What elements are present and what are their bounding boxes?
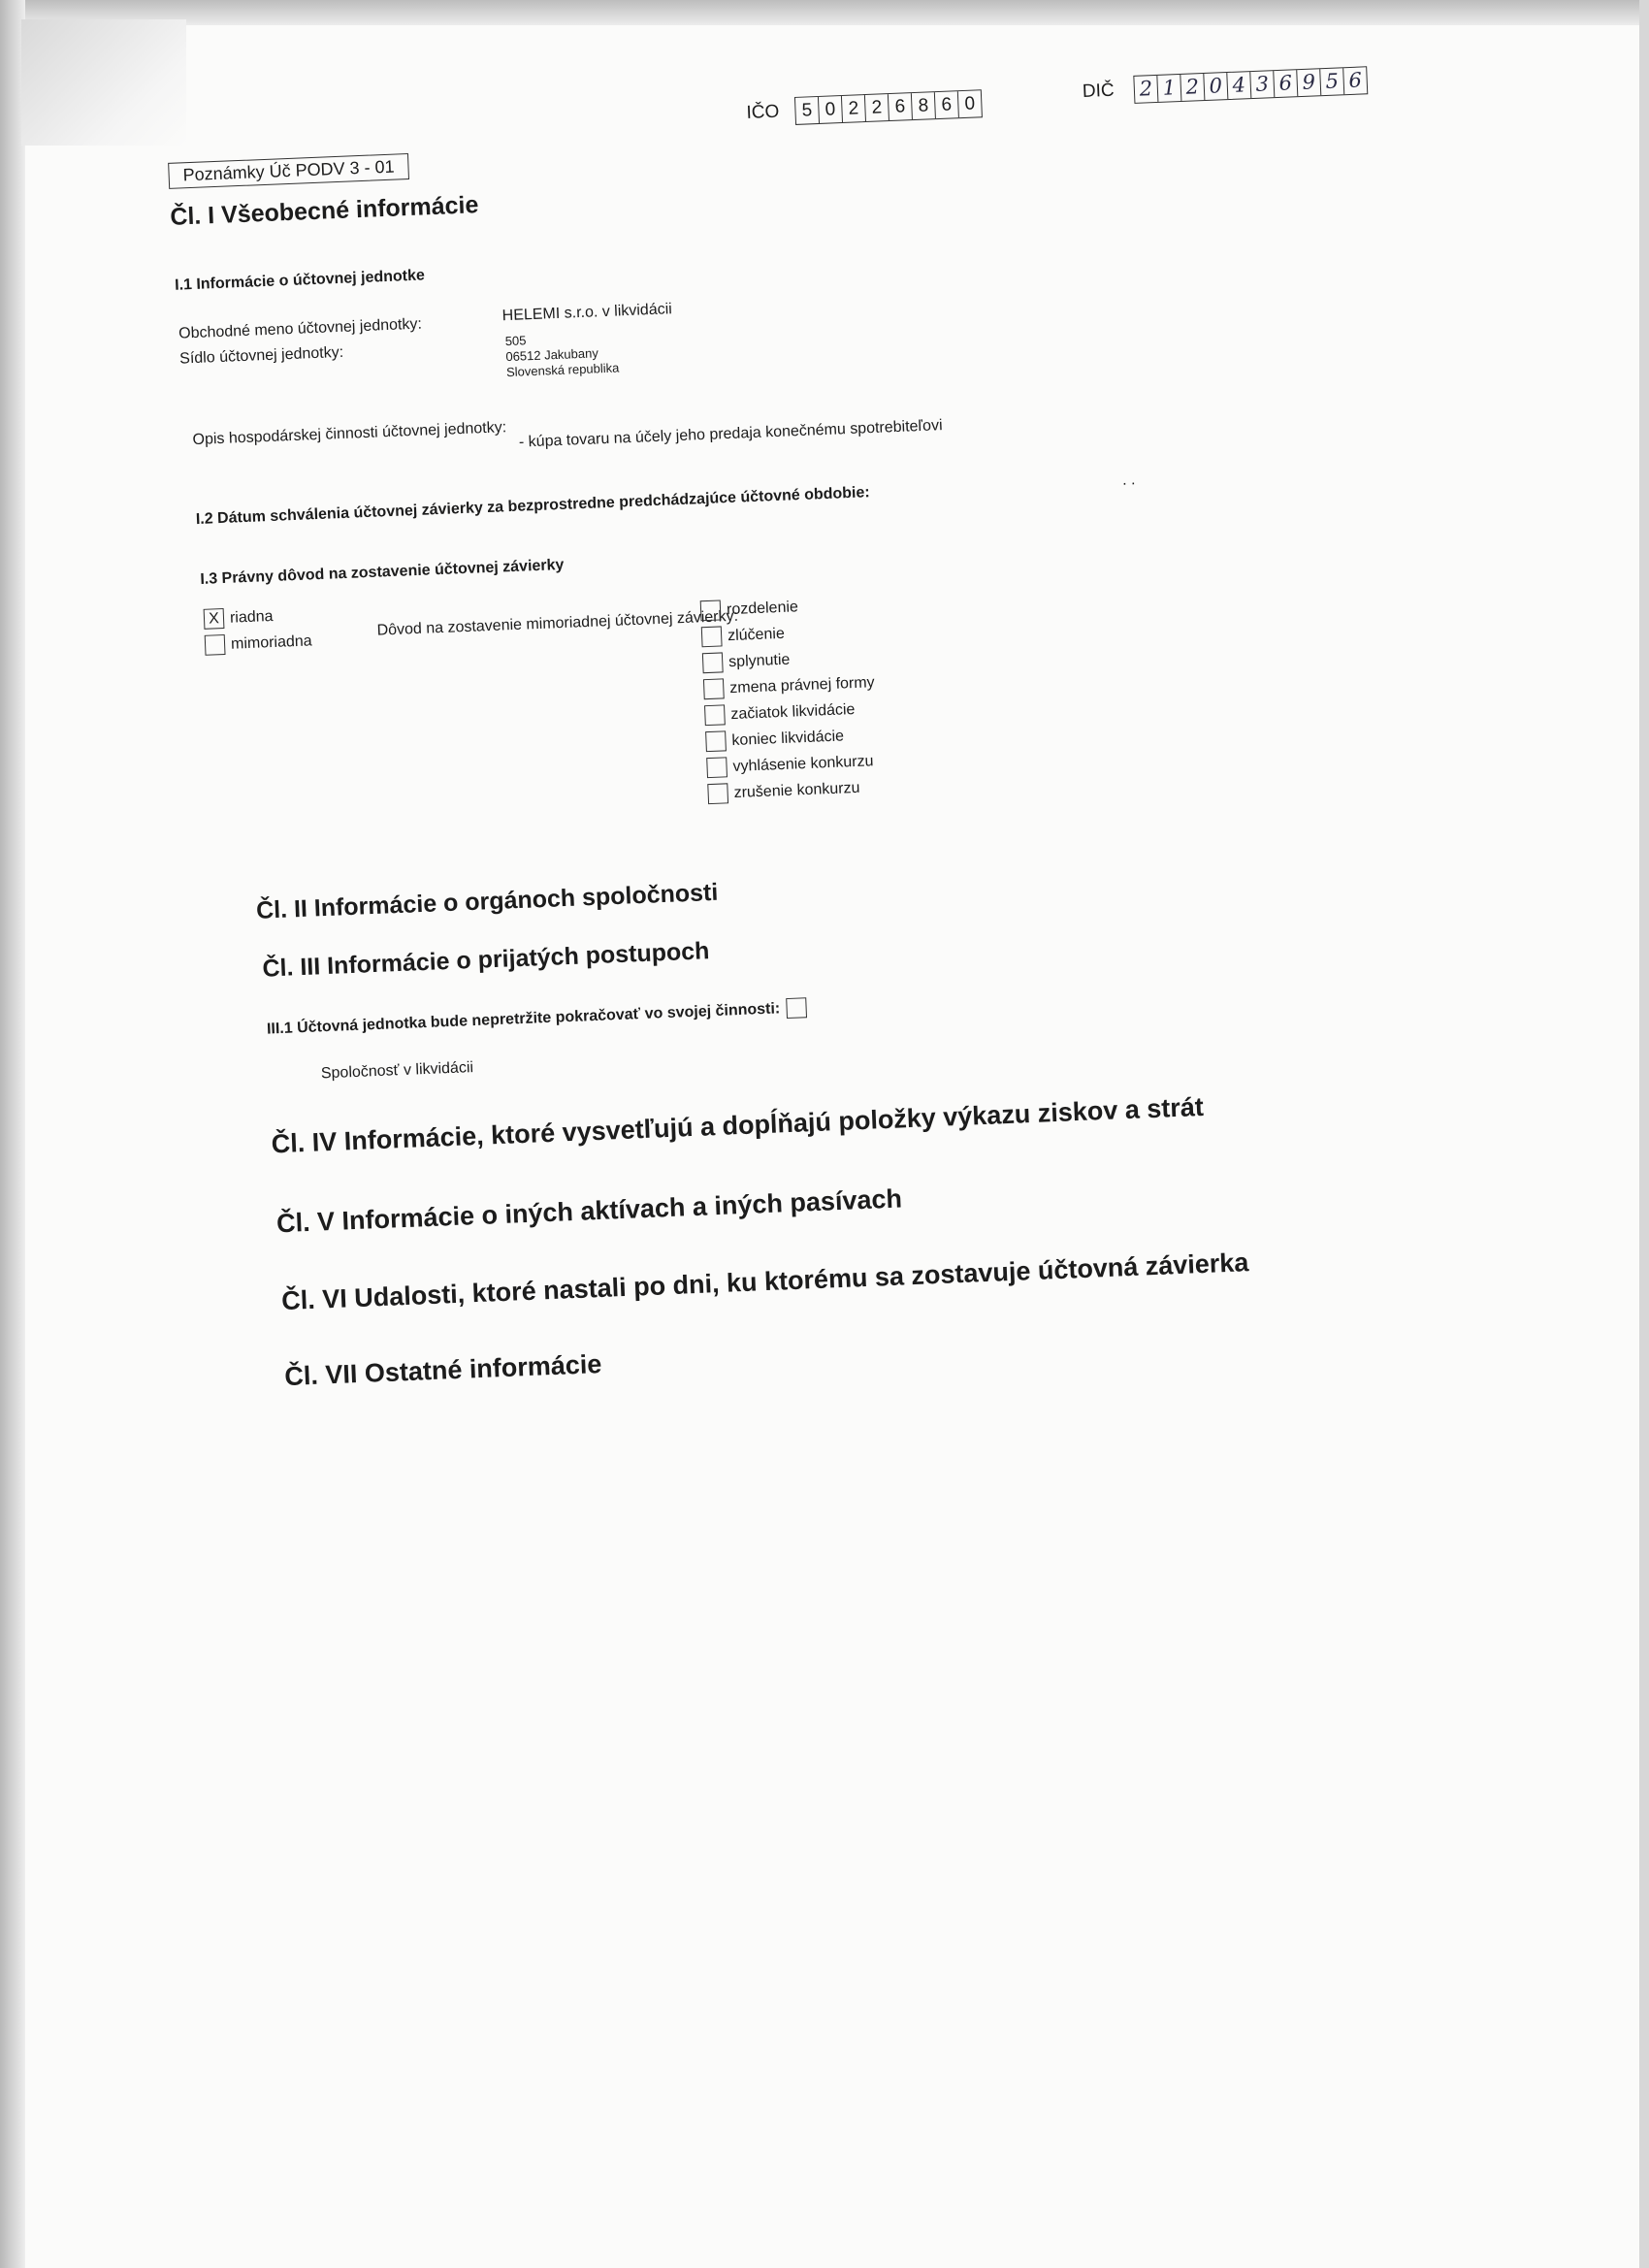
seat-label: Sídlo účtovnej jednotky: xyxy=(178,343,344,368)
ico-digits xyxy=(794,89,983,125)
ico-digit: 2 xyxy=(842,95,866,122)
section-1-title: Čl. I Všeobecné informácie xyxy=(169,191,479,231)
dic-digit: 1 xyxy=(1157,75,1181,102)
folded-corner xyxy=(21,19,186,146)
statement-type-options xyxy=(203,601,312,658)
reason-label: Dôvod na zostavenie mimoriadnej účtovnej závierky: xyxy=(376,607,739,639)
ico-digit: 0 xyxy=(964,93,976,114)
reason-label-text: zrušenie konkurzu xyxy=(733,779,860,801)
section-3-title: Čl. III Informácie o prijatých postupoch xyxy=(261,937,710,983)
dic-digit: 6 xyxy=(1274,70,1298,97)
seat-line: Slovenská republika xyxy=(505,360,620,380)
checkbox[interactable] xyxy=(700,599,722,621)
dic-digit: 0 xyxy=(1204,73,1228,100)
section-4-title: Čl. IV Informácie, ktoré vysvetľujú a dopĺňajú položky výkazu ziskov a strát xyxy=(271,1091,1205,1159)
option-label: mimoriadna xyxy=(230,632,312,653)
ico-label: IČO xyxy=(746,101,780,123)
ico-digit: 8 xyxy=(912,92,936,119)
activity-value: - kúpa tovaru na účely jeho predaja konečnému spotrebiteľovi xyxy=(518,417,943,451)
ico-digit: 6 xyxy=(935,91,959,118)
reason-label-text: rozdelenie xyxy=(726,598,799,618)
dic-digit: 9 xyxy=(1297,69,1321,96)
dic-digit: 2 xyxy=(1134,76,1158,103)
checkbox[interactable] xyxy=(701,626,723,647)
company-name-label: Obchodné meno účtovnej jednotky: xyxy=(178,315,423,342)
dic-digit: 6 xyxy=(1348,68,1363,93)
seat-line: 505 xyxy=(504,333,527,349)
reason-label-text: zmena právnej formy xyxy=(728,673,875,697)
dic-digits xyxy=(1133,66,1368,104)
reason-label-text: splynutie xyxy=(728,651,791,670)
subsection-1-1-title: I.1 Informácie o účtovnej jednotke xyxy=(174,267,426,294)
ico-digit: 5 xyxy=(795,97,820,124)
checkbox[interactable] xyxy=(703,678,725,699)
scan-top-edge xyxy=(0,0,1649,25)
continuation-checkbox[interactable] xyxy=(786,997,807,1019)
subsection-1-3-title: I.3 Právny dôvod na zostavenie účtovnej závierky xyxy=(200,556,565,588)
section-2-title: Čl. II Informácie o orgánoch spoločnosti xyxy=(255,878,719,924)
ico-digit: 6 xyxy=(889,93,913,120)
subsection-1-2-title: I.2 Dátum schválenia účtovnej závierky za bezprostredne predchádzajúce účtovné obdobie: xyxy=(195,484,871,529)
subsection-3-1 xyxy=(267,997,813,1040)
section-5-title: Čl. V Informácie o iných aktívach a iných pasívach xyxy=(275,1183,903,1239)
approval-date-value: . . xyxy=(1121,471,1136,489)
reason-label-text: začiatok likvidácie xyxy=(730,700,856,723)
seat-line: 06512 Jakubany xyxy=(505,345,599,365)
form-content xyxy=(165,34,1559,1493)
form-code: Poznámky Úč PODV 3 - 01 xyxy=(168,153,409,189)
section-6-title: Čl. VI Udalosti, ktoré nastali po dni, ku ktorému sa zostavuje účtovná závierka xyxy=(280,1247,1249,1316)
ico-digit: 0 xyxy=(819,96,843,123)
ico-digit: 2 xyxy=(865,94,889,121)
extraordinary-reasons xyxy=(700,591,880,807)
dic-digit: 5 xyxy=(1320,68,1344,95)
dic-digit: 2 xyxy=(1180,74,1205,101)
scan-left-edge xyxy=(0,0,25,2268)
seat-address xyxy=(504,329,619,380)
subsection-3-1-label: III.1 Účtovná jednotka bude nepretržite pokračovať vo svojej činnosti: xyxy=(266,999,781,1038)
checkbox[interactable] xyxy=(702,652,724,673)
scan-right-edge xyxy=(1639,0,1649,2268)
checkbox[interactable] xyxy=(704,704,726,726)
checkbox[interactable]: X xyxy=(204,608,225,630)
checkbox[interactable] xyxy=(706,757,728,778)
section-7-title: Čl. VII Ostatné informácie xyxy=(283,1349,602,1392)
company-name-value: HELEMI s.r.o. v likvidácii xyxy=(501,301,673,325)
liquidation-note: Spoločnosť v likvidácii xyxy=(320,1059,474,1083)
dic-digit: 4 xyxy=(1227,72,1251,99)
activity-label: Opis hospodárskej činnosti účtovnej jednotky: xyxy=(192,419,507,449)
option-extraordinary[interactable] xyxy=(205,628,313,658)
checkbox[interactable] xyxy=(205,634,226,656)
checkbox[interactable] xyxy=(707,783,728,804)
option-label: riadna xyxy=(229,607,274,627)
reason-label-text: zlúčenie xyxy=(727,625,786,644)
reason-option[interactable] xyxy=(707,774,879,807)
reason-label-text: koniec likvidácie xyxy=(731,727,845,749)
dic-digit: 3 xyxy=(1250,71,1275,98)
reason-label-text: vyhlásenie konkurzu xyxy=(732,752,874,775)
dic-label: DIČ xyxy=(1082,80,1116,103)
checkbox[interactable] xyxy=(705,730,727,752)
